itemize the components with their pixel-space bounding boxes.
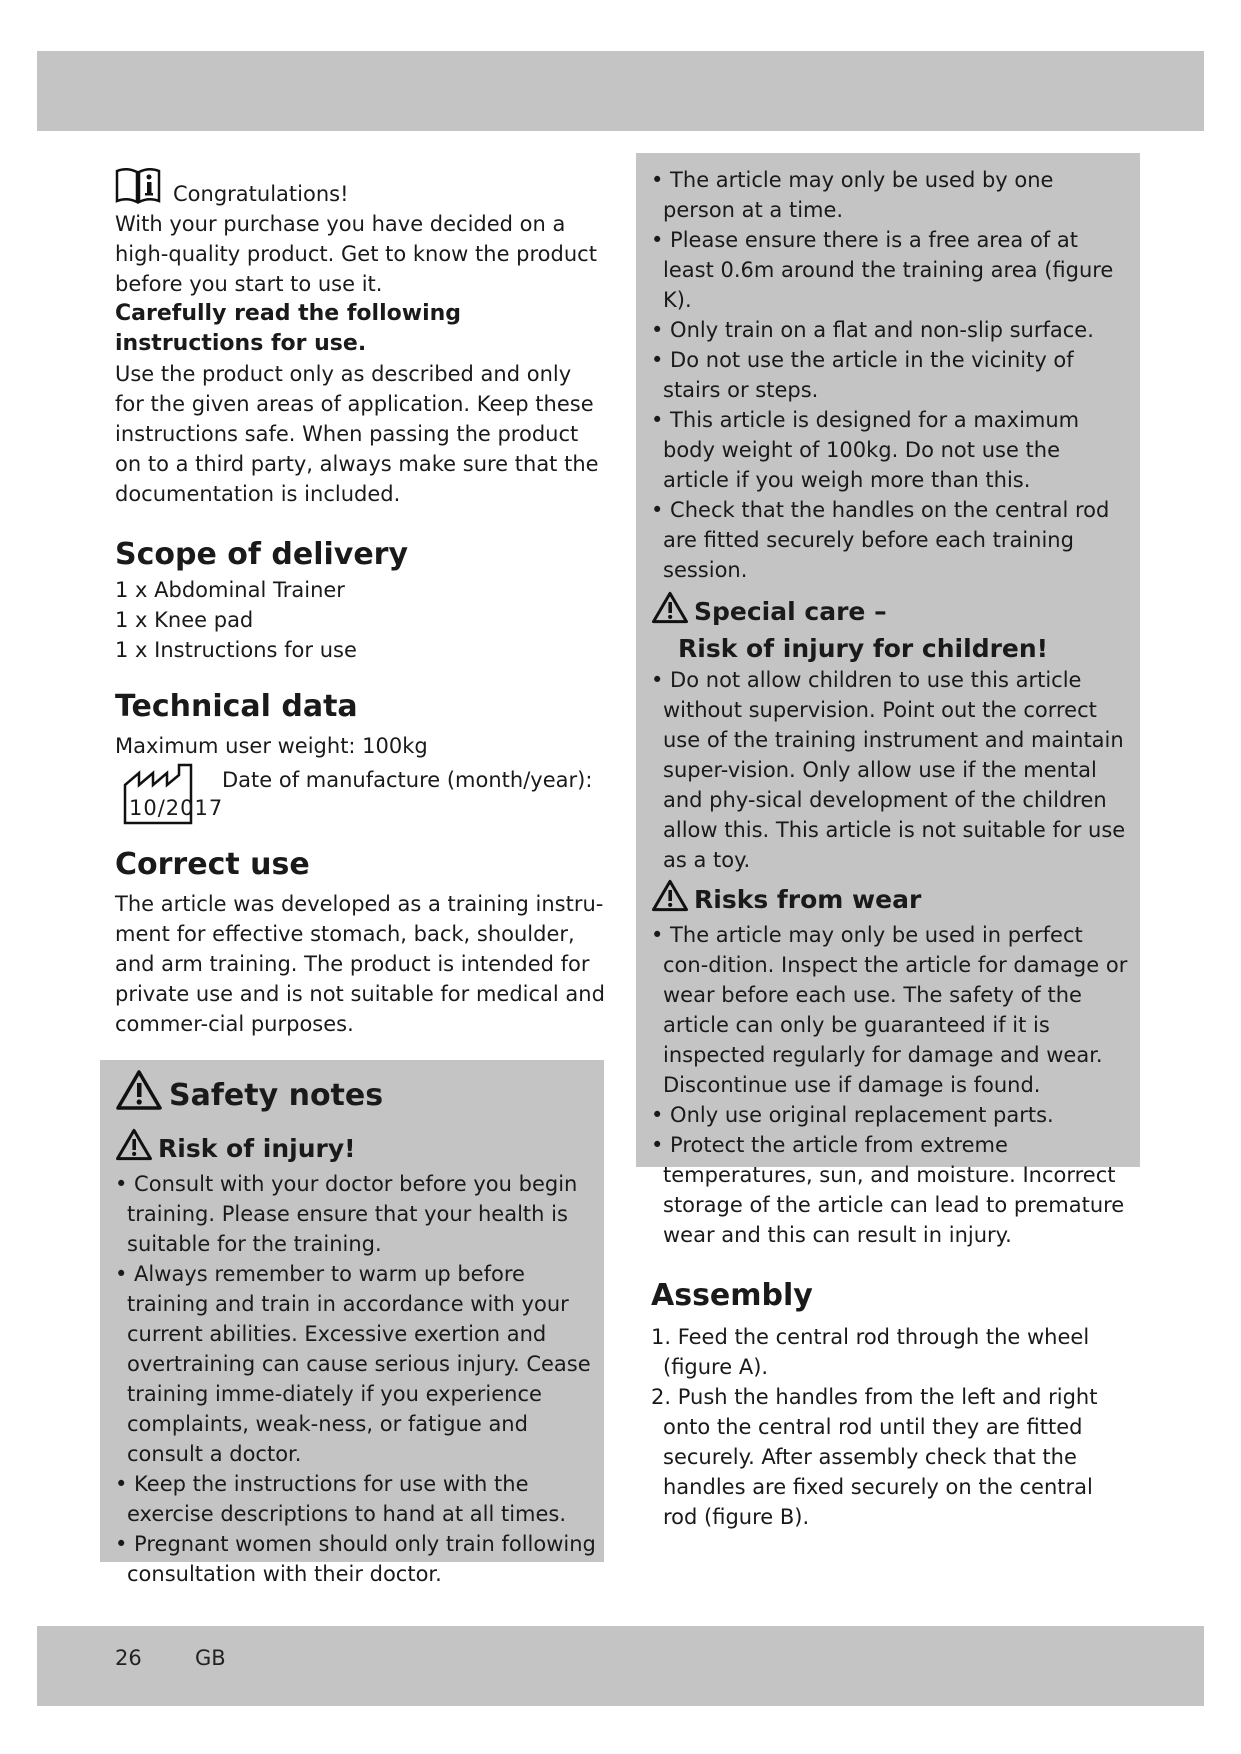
manufacture-label: Date of manufacture (month/year): — [222, 768, 593, 792]
scope-heading: Scope of delivery — [115, 537, 409, 572]
general-bullet: • This article is designed for a maximum body weight of 100kg. Do not use the article if you weigh more than this. — [651, 408, 1080, 492]
wear-bullet: • Only use original replacement parts. — [651, 1103, 1054, 1127]
scope-item: 1 x Instructions for use — [115, 638, 357, 662]
assembly-step: 2. Push the handles from the left and right onto the central rod until they are fitted securely. After assembly check that the handles are fixed securely on the central rod (figure B). — [651, 1385, 1098, 1529]
children-heading-row — [651, 591, 1131, 632]
read-instructions-text: Carefully read the following instructions for use. — [115, 301, 462, 356]
page-number: 26 — [115, 1646, 142, 1670]
risk-heading: Risk of injury! — [158, 1134, 356, 1163]
warning-icon — [651, 591, 689, 632]
children-heading-line-1: Special care – — [694, 597, 887, 626]
read-manual-icon — [115, 165, 161, 209]
warning-icon — [651, 879, 689, 920]
risk-heading-row — [115, 1128, 605, 1169]
safety-bullet: • Keep the instructions for use with the exercise descriptions to hand at all times. — [115, 1472, 567, 1526]
technical-heading: Technical data — [115, 689, 358, 724]
scope-item: 1 x Abdominal Trainer — [115, 578, 345, 602]
warning-icon — [115, 1128, 153, 1169]
safety-heading-row — [115, 1069, 605, 1122]
assembly-heading: Assembly — [651, 1278, 813, 1313]
header-band — [37, 51, 1204, 131]
usage-text: Use the product only as described and only for the given areas of application. Keep these instructions safe. When passing the product on to a third party, always make sure that the documentation is included. — [115, 362, 599, 506]
manufacture-date: 10/2017 — [129, 796, 224, 820]
general-bullet: • Please ensure there is a free area of at least 0.6m around the training area (figure K). — [651, 228, 1114, 312]
scope-item: 1 x Knee pad — [115, 608, 254, 632]
right-column — [651, 165, 1131, 1532]
wear-bullet: • Protect the article from extreme temperatures, sun, and moisture. Incorrect storage of the article can lead to premature wear and this can result in injury. — [651, 1133, 1125, 1247]
wear-heading: Risks from wear — [694, 885, 922, 914]
purchase-text: With your purchase you have decided on a high-quality product. Get to know the product before you start to use it. — [115, 212, 597, 296]
wear-bullet: • The article may only be used in perfect con-dition. Inspect the article for damage or wear before each use. The safety of the article can only be guaranteed if it is inspected regularly for damage and wear. Discontinue use if damage is found. — [651, 923, 1128, 1097]
safety-bullet: • Consult with your doctor before you begin training. Please ensure that your health is suitable for the training. — [115, 1172, 578, 1256]
max-weight-text: Maximum user weight: 100kg — [115, 734, 428, 758]
manufacture-row — [115, 761, 605, 825]
children-heading-line-2: Risk of injury for children! — [678, 634, 1049, 663]
correct-use-heading: Correct use — [115, 847, 310, 882]
safety-bullet: • Always remember to warm up before training and train in accordance with your current abilities. Excessive exertion and overtraining can cause serious injury. Cease training imme-diately if you experience complaints, weak-ness, or fatigue and consult a doctor. — [115, 1262, 591, 1466]
assembly-step: 1. Feed the central rod through the wheel (figure A). — [651, 1325, 1090, 1379]
general-bullet: • Only train on a flat and non-slip surface. — [651, 318, 1094, 342]
warning-icon — [115, 1069, 163, 1122]
safety-heading: Safety notes — [169, 1077, 384, 1113]
left-column — [115, 165, 605, 1589]
general-bullet: • Do not use the article in the vicinity of stairs or steps. — [651, 348, 1074, 402]
language-code: GB — [195, 1646, 226, 1670]
wear-heading-row — [651, 879, 1131, 920]
scope-list — [115, 575, 605, 665]
congrats-row — [115, 165, 605, 209]
children-bullet: • Do not allow children to use this article without supervision. Point out the correct use of the training instrument and maintain super-vision. Only allow use if the mental and phy-sical development of the children allow this. This article is not suitable for use as a toy. — [651, 668, 1126, 872]
safety-bullet: • Pregnant women should only train following consultation with their doctor. — [115, 1532, 596, 1586]
general-bullet: • The article may only be used by one person at a time. — [651, 168, 1054, 222]
general-bullet: • Check that the handles on the central rod are fitted securely before each training session. — [651, 498, 1110, 582]
correct-use-text: The article was developed as a training instru-ment for effective stomach, back, shoulder, and arm training. The product is intended for private use and is not suitable for medical and commer-cial purposes. — [115, 892, 605, 1036]
safety-section — [115, 1069, 605, 1589]
congrats-text: Congratulations! — [173, 182, 349, 206]
